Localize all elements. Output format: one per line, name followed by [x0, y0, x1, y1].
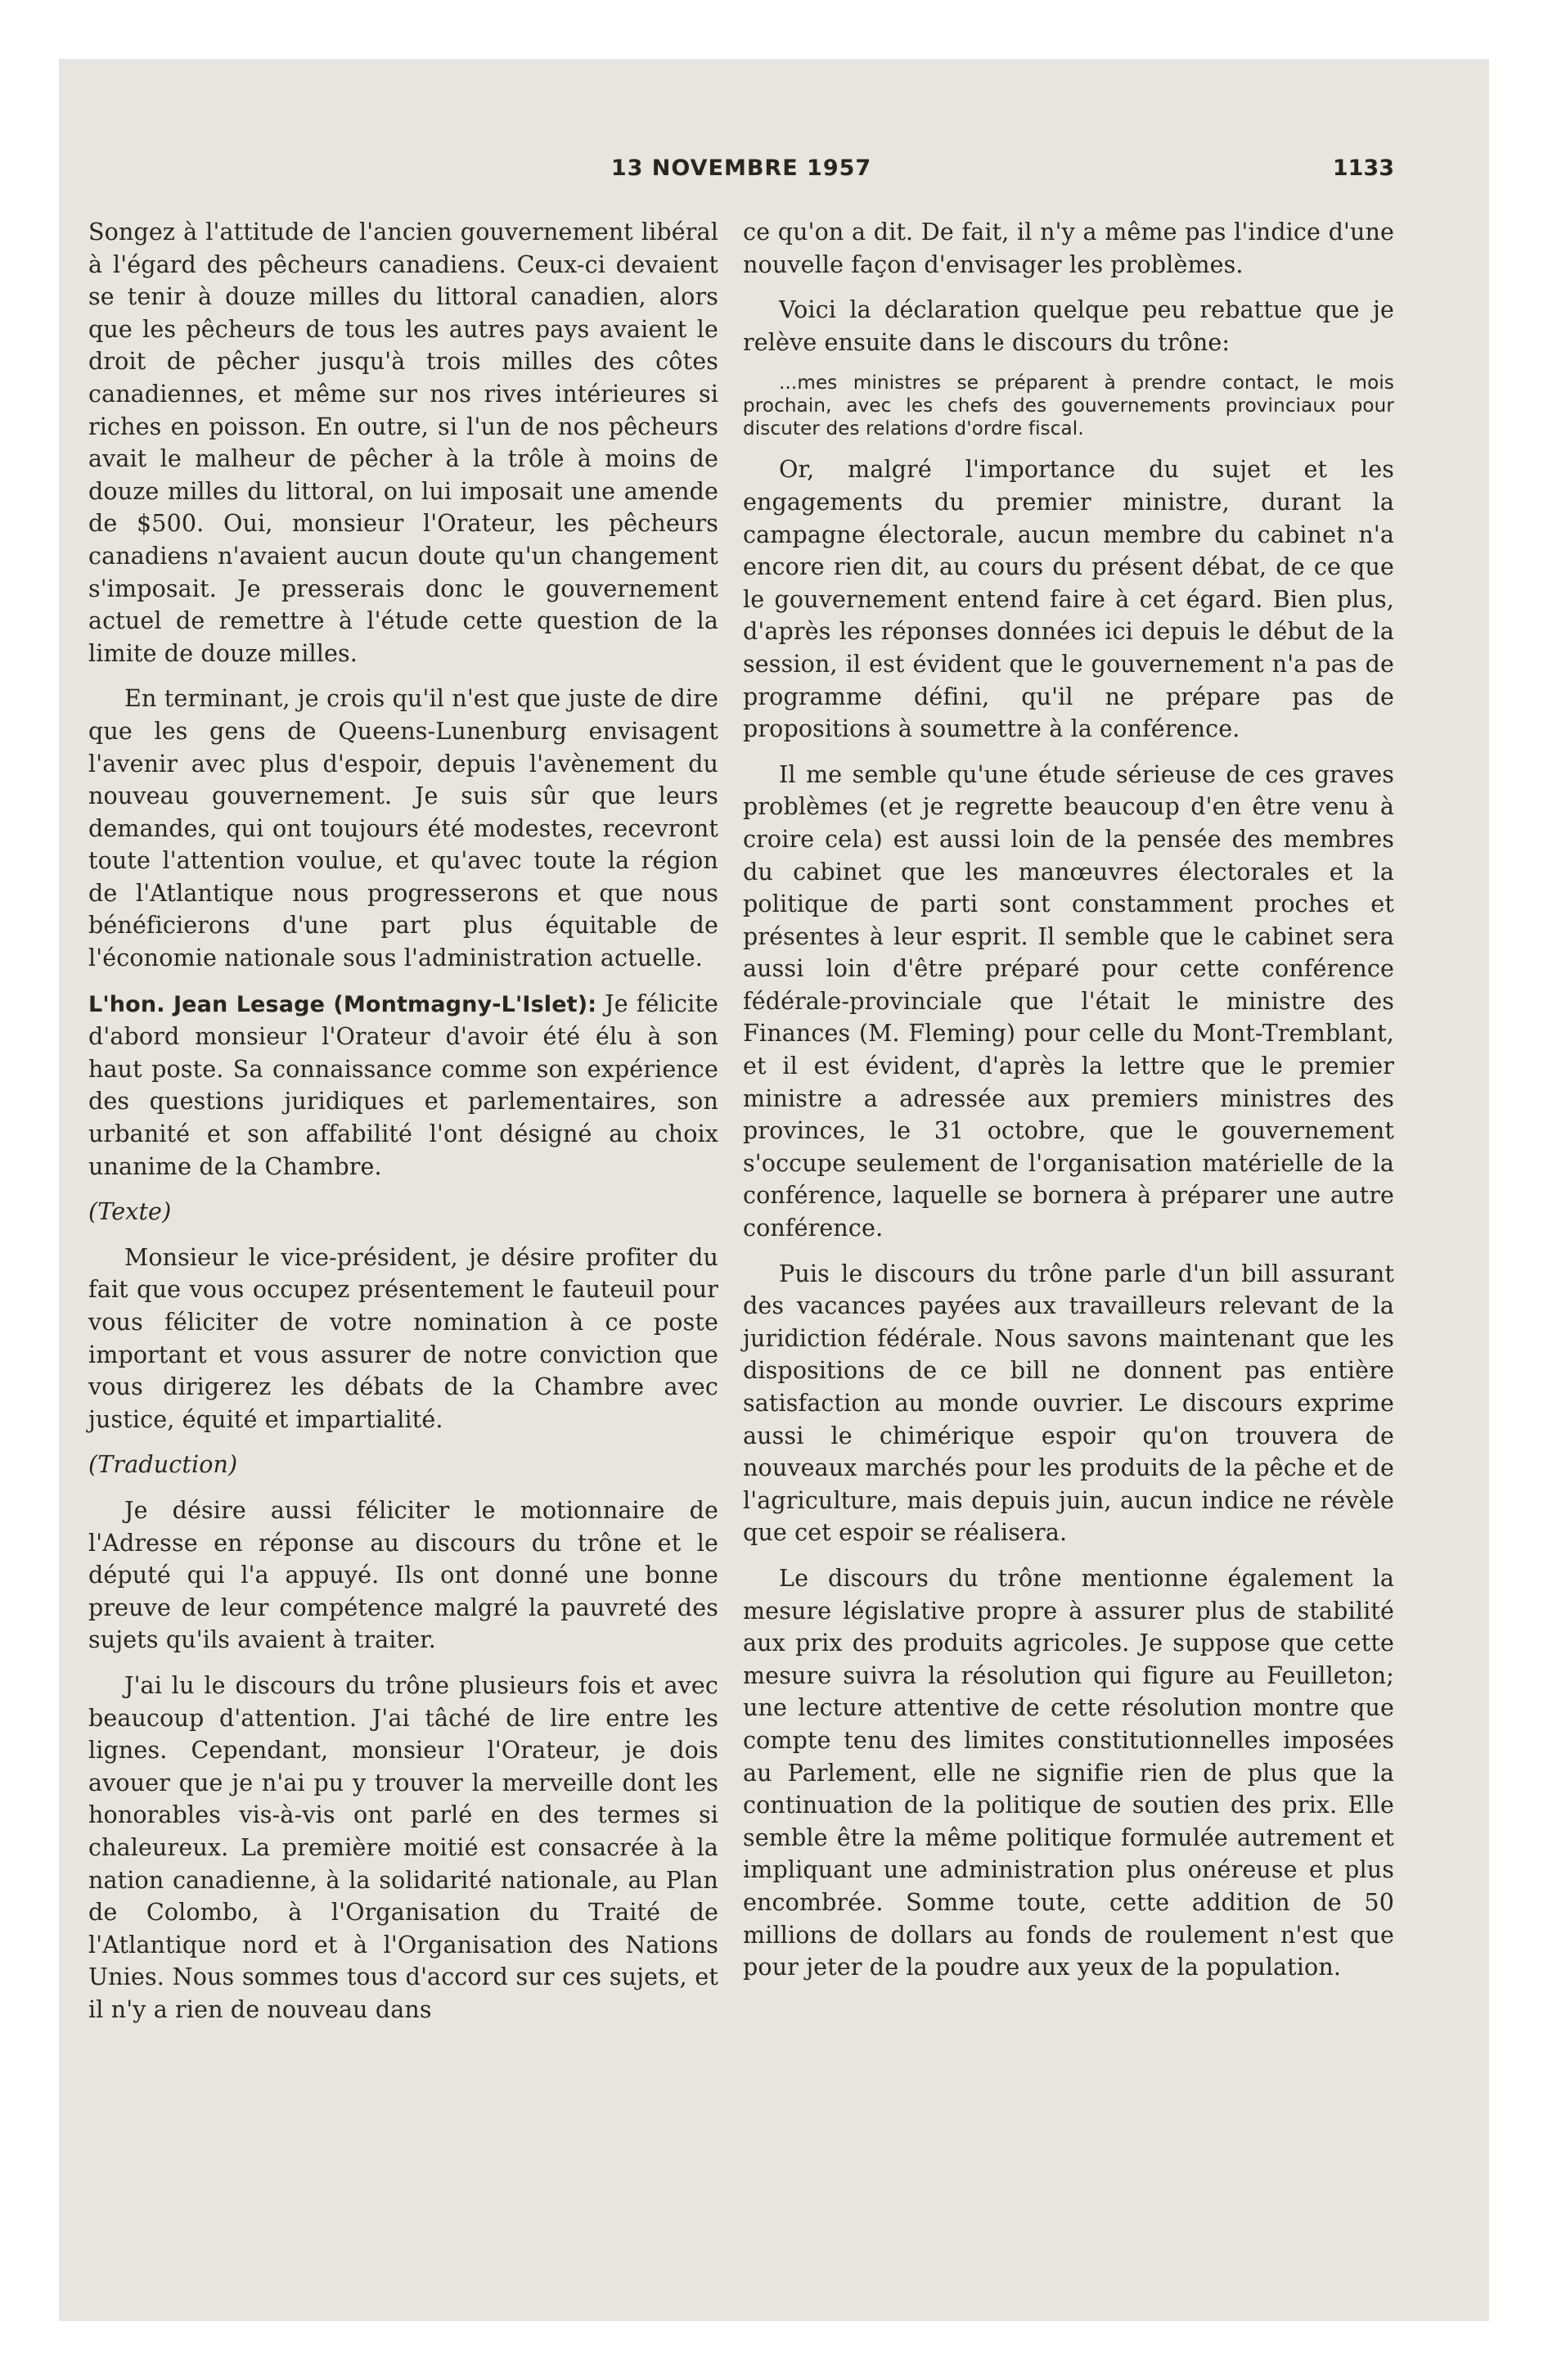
paragraph: J'ai lu le discours du trône plusieurs fois et avec beaucoup d'attention. J'ai tâché de lire entre les lignes. Cependant, monsieur l'Orateur, je dois avouer que je n'ai pu y trouver la merveille dont les honorables vis-à-vis ont parlé en des termes si chaleureux. La première moitié est consacrée à la nation canadienne, à la solidarité nationale, au Plan de Colombo, à l'Organisation du Traité de l'Atlantique nord et à l'Organisation des Nations Unies. Nous sommes tous d'accord sur ces sujets, et il n'y a rien de nouveau dans [88, 1671, 718, 2023]
paragraph: Il me semble qu'une étude sérieuse de ces graves problèmes (et je regrette beaucoup d'en être venu à croire cela) est aussi loin de la pensée des membres du cabinet que les manœuvres électorales et la politique de parti sont constamment proches et présentes à leur esprit. Il semble que le cabinet sera aussi loin d'être préparé pour cette conférence fédérale-provinciale que l'était le ministre des Finances (M. Fleming) pour celle du Mont-Tremblant, et il est évident, d'après la lettre que le premier ministre a adressée aux premiers ministres des provinces, le 31 octobre, que le gouvernement s'occupe seulement de l'organisation matérielle de la conférence, laquelle se bornera à préparer une autre conférence. [743, 760, 1394, 1242]
right-column [743, 216, 1394, 1997]
language-marker: (Traduction) [88, 1451, 238, 1479]
page-header [88, 156, 1394, 188]
paragraph: Or, malgré l'importance du sujet et les engagements du premier ministre, durant la campagne électorale, aucun membre du cabinet n'a encore rien dit, au cours du présent débat, de ce que le gouvernement entend faire à cet égard. Bien plus, d'après les réponses données ici depuis le début de la session, il est évident que le gouvernement n'a pas de programme défini, qu'il ne prépare pas de propositions à soumettre à la conférence. [743, 456, 1394, 743]
paragraph: En terminant, je crois qu'il n'est que juste de dire que les gens de Queens-Lunenburg envisagent l'avenir avec plus d'espoir, depuis l'avènement du nouveau gouvernement. Je suis sûr que leurs demandes, qui ont toujours été modestes, recevront toute l'attention voulue, et qu'avec toute la région de l'Atlantique nous progresserons et que nous bénéficierons d'une part plus équitable de l'économie nationale sous l'administration actuelle. [88, 685, 718, 972]
paragraph: Songez à l'attitude de l'ancien gouvernement libéral à l'égard des pêcheurs canadiens. Ceux-ci devaient se tenir à douze milles du littoral canadien, alors que les pêcheurs de tous les autres pays avaient le droit de pêcher jusqu'à trois milles des côtes canadiennes, et même sur nos rives intérieures si riches en poisson. En outre, si l'un de nos pêcheurs avait le malheur de pêcher à la trôle à moins de douze milles du littoral, on lui imposait une amende de $500. Oui, monsieur l'Orateur, les pêcheurs canadiens n'avaient aucun doute qu'un changement s'imposait. Je presserais donc le gouvernement actuel de remettre à l'étude cette question de la limite de douze milles. [88, 219, 718, 667]
speaker-text: Je félicite d'abord monsieur l'Orateur d'avoir été élu à son haut poste. Sa connaissance comme son expérience des questions juridiques et parlementaires, son urbanité et son affabilité l'ont désigné au choix unanime de la Chambre. [88, 989, 718, 1180]
speaker-paragraph [88, 988, 718, 1183]
language-marker: (Texte) [88, 1198, 172, 1226]
page-number: 1133 [1332, 156, 1394, 181]
paragraph: ce qu'on a dit. De fait, il n'y a même pas l'indice d'une nouvelle façon d'envisager les problèmes. [743, 219, 1394, 278]
paragraph: Le discours du trône mentionne également la mesure législative propre à assurer plus de stabilité aux prix des produits agricoles. Je suppose que cette mesure suivra la résolution qui figure au Feuilleton; une lecture attentive de cette résolution montre que compte tenu des limites constitutionnelles imposées au Parlement, elle ne signifie rien de plus que la continuation de la politique de soutien des prix. Elle semble être la même politique formulée autrement et impliquant une administration plus onéreuse et plus encombrée. Somme toute, cette addition de 50 millions de dollars au fonds de roulement n'est que pour jeter de la poudre aux yeux de la population. [743, 1564, 1394, 1981]
quoted-passage: ...mes ministres se préparent à prendre contact, le mois prochain, avec les chefs des gouvernements provinciaux pour discuter des relations d'ordre fiscal. [743, 372, 1394, 440]
paragraph: Je désire aussi féliciter le motionnaire de l'Adresse en réponse au discours du trône et le député qui l'a appuyé. Ils ont donné une bonne preuve de leur compétence malgré la pauvreté des sujets qu'ils avaient à traiter. [88, 1496, 718, 1654]
speaker-name: L'hon. Jean Lesage (Montmagny-L'Islet): [88, 991, 597, 1017]
left-column [88, 216, 718, 2039]
paragraph: Voici la déclaration quelque peu rebattue que je relève ensuite dans le discours du trône: [743, 296, 1394, 356]
paragraph: Monsieur le vice-président, je désire profiter du fait que vous occupez présentement le fauteuil pour vous féliciter de votre nomination à ce poste important et vous assurer de notre conviction que vous dirigerez les débats de la Chambre avec justice, équité et impartialité. [88, 1243, 718, 1433]
page-date: 13 NOVEMBRE 1957 [610, 156, 872, 181]
paragraph: Puis le discours du trône parle d'un bill assurant des vacances payées aux travailleurs relevant de la juridiction fédérale. Nous savons maintenant que les dispositions de ce bill ne donnent pas entière satisfaction au monde ouvrier. Le discours exprime aussi le chimérique espoir qu'on trouvera de nouveaux marchés pour les produits de la pêche et de l'agriculture, mais depuis juin, aucun indice ne révèle que cet espoir se réalisera. [743, 1260, 1394, 1547]
